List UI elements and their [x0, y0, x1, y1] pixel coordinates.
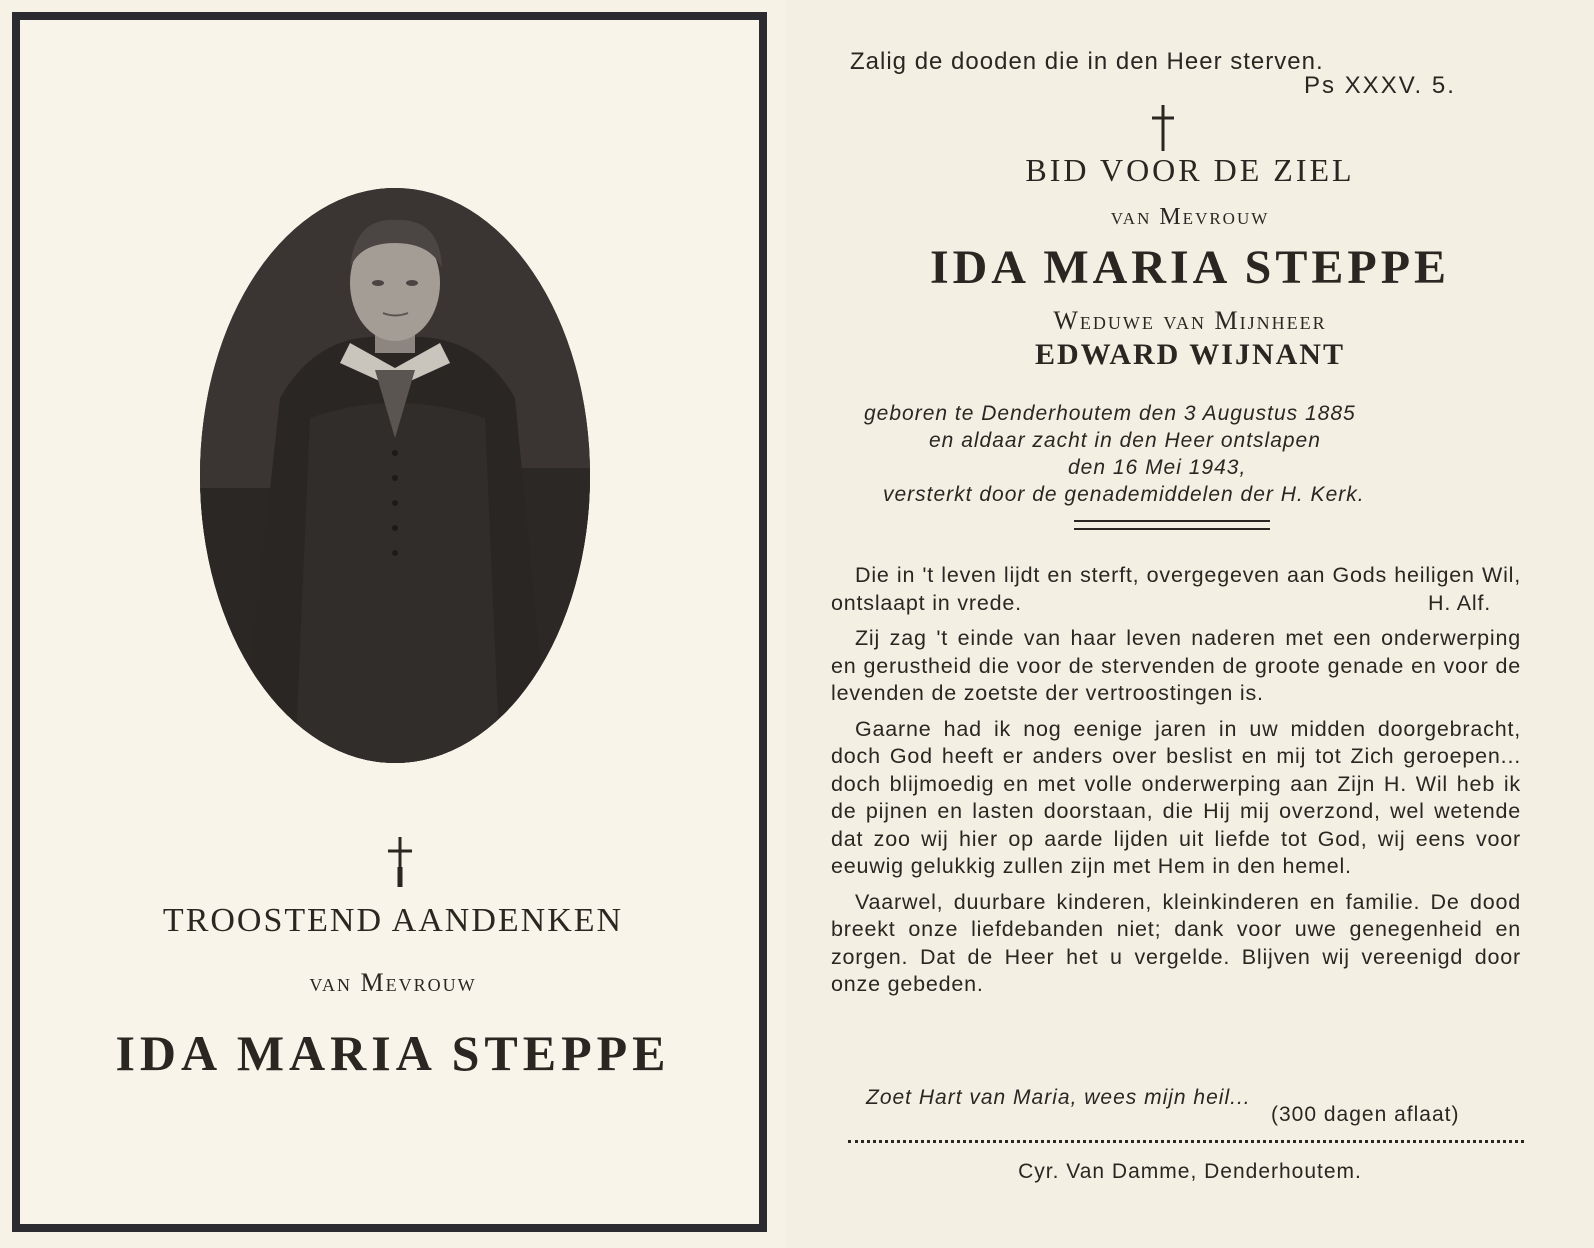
deceased-name: IDA MARIA STEPPE	[115, 1025, 671, 1081]
quote-attribution: H. Alf.	[1428, 590, 1491, 615]
quote-paragraph	[831, 562, 1521, 617]
deceased-name-heading: IDA MARIA STEPPE	[929, 241, 1451, 294]
quote-text: Die in 't leven lijdt en sterft, overgegeven aan Gods heiligen Wil, ontslaapt in vrede.	[831, 563, 1521, 615]
divider-rule	[1074, 520, 1270, 522]
bio-line-4: versterkt door de genademiddelen der H. Kerk.	[883, 483, 1365, 506]
pray-heading: BID VOOR DE ZIEL	[1025, 152, 1355, 188]
cross-icon	[386, 837, 414, 887]
scripture-reference: Ps XXXV. 5.	[1304, 72, 1456, 99]
paragraph: Zij zag 't einde van haar leven naderen met een onderwerping en gerustheid die voor de stervenden de groote genade en voor de levenden de zoetste der vertroostingen is.	[831, 626, 1521, 705]
closing-prayer: Zoet Hart van Maria, wees mijn heil...	[866, 1086, 1251, 1109]
portrait-illustration	[200, 188, 590, 763]
right-card	[786, 0, 1594, 1248]
scripture-quote: Zalig de dooden die in den Heer sterven.	[850, 48, 1324, 75]
van-line: van Mevrouw	[1110, 204, 1270, 230]
body-text	[831, 562, 1521, 1007]
printer-credit: Cyr. Van Damme, Denderhoutem.	[1018, 1160, 1362, 1183]
husband-name: EDWARD WIJNANT	[1035, 338, 1345, 371]
bio-line-2: en aldaar zacht in den Heer ontslapen	[929, 429, 1321, 452]
portrait-photo	[200, 188, 590, 763]
widow-line: Weduwe van Mijnheer	[1053, 306, 1327, 335]
bio-line-3: den 16 Mei 1943,	[1068, 456, 1247, 479]
indulgence-note: (300 dagen aflaat)	[1271, 1103, 1460, 1126]
memorial-title: TROOSTEND AANDENKEN	[162, 902, 624, 939]
paragraph: Gaarne had ik nog eenige jaren in uw midden doorgebracht, doch God heeft er anders over beslist en mij tot Zich geroepen... doch blijmoedig en met volle onderwerping aan Zijn H. Wil heb ik de pijnen en lasten doorstaan, die Hij mij overzond, wel wetende dat zoo wij hier op aarde lijden uit liefde tot God, wij eens voor eeuwig gelukkig zullen zijn met Hem in den hemel.	[831, 716, 1521, 878]
left-card	[0, 0, 786, 1248]
cross-icon	[1149, 105, 1177, 151]
divider-rule	[1074, 528, 1270, 530]
dotted-divider	[848, 1140, 1524, 1143]
memorial-subtitle: van Mevrouw	[309, 968, 477, 997]
paragraph: Vaarwel, duurbare kinderen, kleinkinderen en familie. De dood breekt onze liefdebanden niet; dank voor uwe genegenheid en zorgen. Dat de Heer het u vergelde. Blijven wij vereenigd door onze gebeden.	[831, 889, 1521, 996]
bio-line-1: geboren te Denderhoutem den 3 Augustus 1885	[864, 402, 1356, 425]
